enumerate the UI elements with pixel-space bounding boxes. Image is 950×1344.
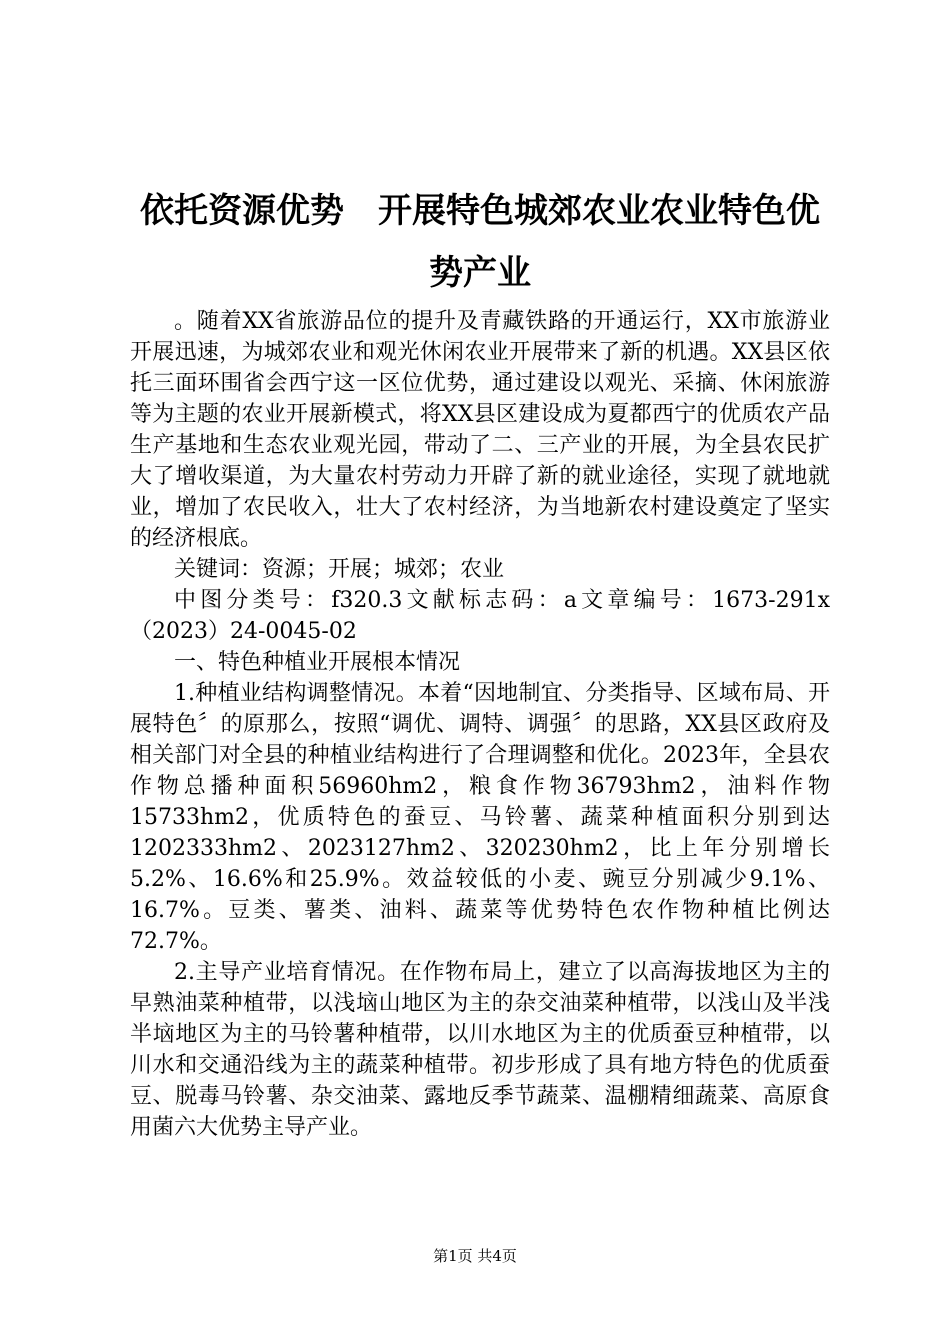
title-line-2: 势产业 — [429, 253, 531, 293]
keywords-line: 关键词：资源；开展；城郊；农业 — [174, 557, 505, 582]
classification-line: 中图分类号：f320.3文献标志码：a文章编号：1673-291x（2023）24-0045-02 — [130, 588, 830, 644]
body-paragraph-2: 2.主导产业培育情况。在作物布局上，建立了以高海拔地区为主的早熟油菜种植带，以浅垴山地区为主的杂交油菜种植带，以浅山及半浅半垴地区为主的马铃薯种植带，以川水地区为主的优质蚕豆种植带，以川水和交通沿线为主的蔬菜种植带。初步形成了具有地方特色的优质蚕豆、脱毒马铃薯、杂交油菜、露地反季节蔬菜、温棚精细蔬菜、高原食用菌六大优势主导产业。 — [130, 960, 830, 1140]
document-body — [130, 306, 830, 1143]
section-heading-1: 一、特色种植业开展根本情况 — [174, 650, 461, 675]
abstract-paragraph: 。随着XX省旅游品位的提升及青藏铁路的开通运行，XX市旅游业开展迅速，为城郊农业和观光休闲农业开展带来了新的机遇。XX县区依托三面环围省会西宁这一区位优势，通过建设以观光、采摘、休闲旅游等为主题的农业开展新模式，将XX县区建设成为夏都西宁的优质农产品生产基地和生态农业观光园，带动了二、三产业的开展，为全县农民扩大了增收渠道，为大量农村劳动力开辟了新的就业途径，实现了就地就业，增加了农民收入，壮大了农村经济，为当地新农村建设奠定了坚实的经济根底。 — [130, 309, 830, 551]
title-line-1: 依托资源优势 开展特色城郊农业农业特色优 — [140, 191, 820, 231]
document-title — [130, 180, 830, 304]
document-page — [130, 180, 830, 1143]
body-paragraph-1: 1.种植业结构调整情况。本着“因地制宜、分类指导、区域布局、开展特色〞的原那么，按照“调优、调特、调强〞的思路，XX县区政府及相关部门对全县的种植业结构进行了合理调整和优化。2023年，全县农作物总播种面积56960hm2，粮食作物36793hm2，油料作物15733hm2，优质特色的蚕豆、马铃薯、蔬菜种植面积分别到达1202333hm2、2023127hm2、320230hm2，比上年分别增长5.2%、16.6%和25.9%。效益较低的小麦、豌豆分别减少9.1%、16.7%。豆类、薯类、油料、蔬菜等优势特色农作物种植比例达72.7%。 — [130, 681, 830, 954]
page-footer: 第1页 共4页 — [433, 1247, 517, 1265]
